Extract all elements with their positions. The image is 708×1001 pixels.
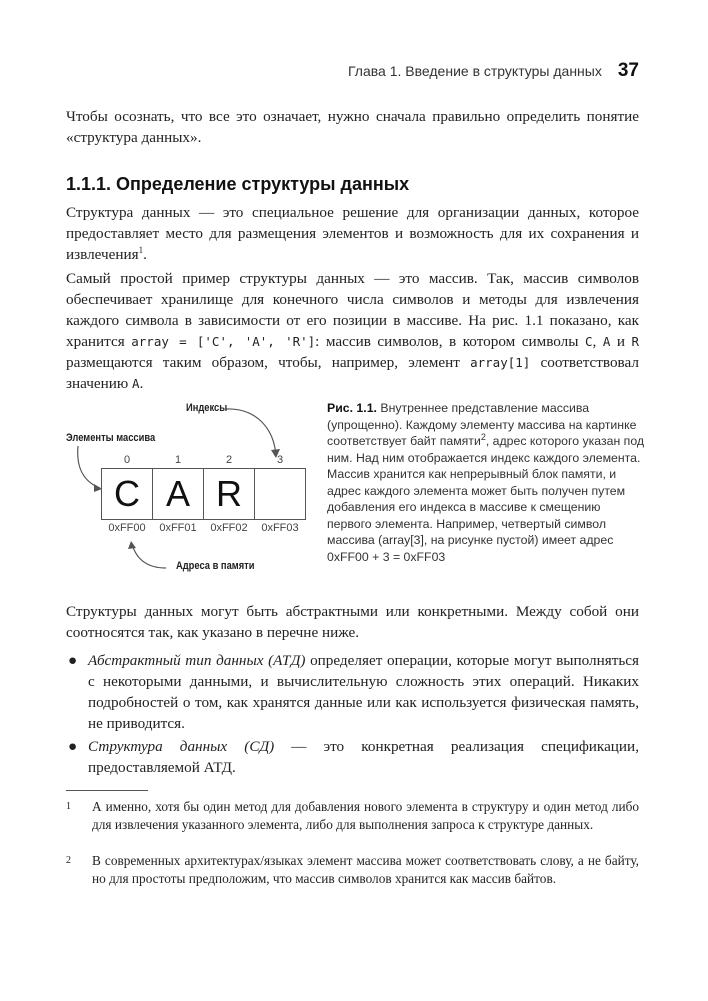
addresses-label: Адреса в памяти: [176, 560, 255, 572]
code: array = ['C', 'A', 'R']: [131, 334, 316, 349]
footnote: [66, 798, 639, 833]
array-cell: A: [152, 468, 204, 520]
array-cell: [254, 468, 306, 520]
footnote-ref[interactable]: 1: [138, 244, 144, 255]
caption-text: , адрес которого указан под ним. Над ним отображается индекс каждого элемента. Массив хранится как непрерывный блок памяти, и адрес каждого элемента может быть получен путем добавления его индекса в массиве к смещению первого элемента. Например, четвертый символ массива (array[3], на рисунке пустой) имеет адрес 0xFF00 + 3 = 0xFF03: [327, 434, 645, 564]
list-item: [66, 650, 639, 734]
array-cell: C: [101, 468, 153, 520]
term: Структура данных (СД): [88, 738, 275, 755]
code: R: [631, 334, 640, 349]
array-figure: [66, 398, 326, 588]
figure-caption: [327, 400, 647, 565]
address: 0xFF00: [108, 522, 146, 534]
text: размещаются таким образом, чтобы, например, элемент: [66, 354, 471, 371]
index: 3: [276, 454, 284, 466]
footnote-number: 2: [66, 855, 71, 866]
kinds-paragraph: Структуры данных могут быть абстрактными или конкретными. Между собой они соотносятся так, как указано в перечне ниже.: [66, 603, 639, 641]
chapter-title: Глава 1. Введение в структуры данных: [348, 63, 602, 79]
term-description: — это конкретная реализация спецификации, предоставляемой АТД.: [88, 738, 639, 776]
array-paragraph: [66, 268, 639, 394]
section-heading: 1.1.1. Определение структуры данных: [66, 174, 410, 194]
text: : массив символов, в котором символы: [315, 333, 585, 350]
text: ,: [592, 333, 603, 350]
code: array[1]: [470, 355, 531, 370]
running-header: [66, 60, 639, 82]
definition-paragraph: [66, 202, 639, 265]
index: 1: [174, 454, 182, 466]
definition-end: .: [143, 246, 147, 263]
elements-label: Элементы массива: [66, 432, 156, 444]
bullet-icon: ●: [68, 652, 78, 669]
array-cell: R: [203, 468, 255, 520]
footnote-ref[interactable]: 2: [480, 431, 486, 442]
footnote-number: 1: [66, 801, 71, 812]
text: соответствовал значению: [66, 354, 639, 392]
code: A: [132, 376, 140, 391]
bullet-icon: ●: [68, 738, 78, 755]
footnote: [66, 852, 639, 887]
footnote-text: А именно, хотя бы один метод для добавления нового элемента в структуру и один метод либо для извлечения указанного элемента, либо для выполнения запроса к структуре данных.: [92, 799, 639, 832]
caption-title: Рис. 1.1.: [327, 401, 377, 415]
footnote-text: В современных архитектурах/языках элемент массива может соответствовать слову, а не байту, но для простоты предположим, что массив символов хранится как массив байтов.: [92, 853, 639, 886]
text: и: [610, 333, 632, 350]
address: 0xFF03: [261, 522, 299, 534]
index: 2: [225, 454, 233, 466]
page-number: 37: [617, 60, 639, 81]
list-item: [66, 736, 639, 778]
term: Абстрактный тип данных (АТД): [88, 652, 306, 669]
index: 0: [123, 454, 131, 466]
code: A: [602, 334, 611, 349]
text: Самый простой пример структуры данных — это массив. Так, массив символов обеспечивает хранилище для конечного числа символов и методы для извлечения каждого символа в зависимости от его позиции в массиве. На рис. 1.1 показано, как хранится: [66, 270, 639, 350]
address: 0xFF01: [159, 522, 197, 534]
caption-text: Внутреннее представление массива (упрощенно). Каждому элементу массива на картинке соответствует байт памяти: [327, 401, 637, 448]
indices-label: Индексы: [186, 402, 228, 414]
text: .: [139, 375, 144, 392]
code: C: [584, 334, 593, 349]
term-description: определяет операции, которые могут выполняться с некоторыми данными, и вычислительную сложность этих операций. Никаких подробностей о том, как хранятся данные или как используется физическая память, не приводится.: [88, 652, 640, 732]
intro-paragraph: Чтобы осознать, что все это означает, нужно сначала правильно определить понятие «структура данных».: [66, 108, 639, 146]
footnote-divider: [66, 790, 148, 791]
address: 0xFF02: [210, 522, 248, 534]
definition-text: Структура данных — это специальное решение для организации данных, которое предоставляет место для размещения элементов и возможность для их сохранения и извлечения: [66, 204, 639, 263]
